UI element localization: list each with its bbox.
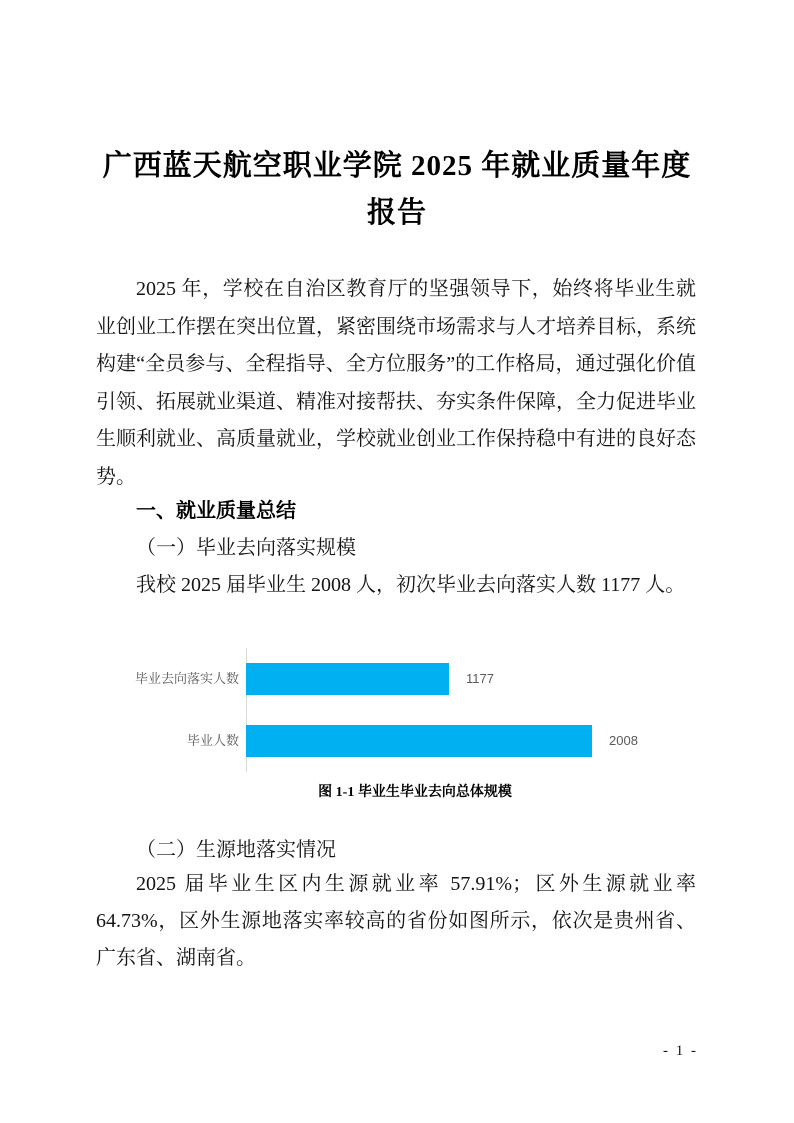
page-number: - 1 - <box>663 1043 698 1059</box>
bar-row <box>100 725 660 757</box>
bar-chart <box>100 648 660 772</box>
bar-rect <box>246 663 449 695</box>
bar-area <box>246 663 660 695</box>
subsection-1-text: 我校 2025 届毕业生 2008 人，初次毕业去向落实人数 1177 人。 <box>136 574 686 596</box>
bar-rect <box>246 725 592 757</box>
bar-row <box>100 663 660 695</box>
page-title-line-2: 报告 <box>366 197 427 229</box>
section-heading: 一、就业质量总结 <box>136 500 296 522</box>
bar-area <box>246 725 660 757</box>
bar-value-label: 2008 <box>609 733 638 748</box>
page-title <box>0 143 794 237</box>
bar-value-label: 1177 <box>466 671 494 686</box>
bar-category-label: 毕业去向落实人数 <box>134 671 239 686</box>
intro-paragraph: 2025 年，学校在自治区教育厅的坚强领导下，始终将毕业生就业创业工作摆在突出位置，紧密围绕市场需求与人才培养目标，系统构建“全员参与、全程指导、全方位服务”的工作格局，通过强化价值引领、拓展就业渠道、精准对接帮扶、夯实条件保障，全力促进毕业生顺利就业、高质量就业，学校就业创业工作保持稳中有进的良好态势。 <box>96 278 696 488</box>
bar-category-label: 毕业人数 <box>186 733 239 748</box>
subsection-2-text: 2025 届毕业生区内生源就业率 57.91%；区外生源就业率 64.73%，区外生源地落实率较高的省份如图所示，依次是贵州省、广东省、湖南省。 <box>96 873 696 969</box>
page-title-line-1: 广西蓝天航空职业学院 2025 年就业质量年度 <box>102 150 692 182</box>
subsection-2-heading: （二）生源地落实情况 <box>136 839 336 861</box>
subsection-1-heading: （一）毕业去向落实规模 <box>136 537 356 559</box>
chart-caption: 图 1-1 毕业生毕业去向总体规模 <box>318 785 512 800</box>
